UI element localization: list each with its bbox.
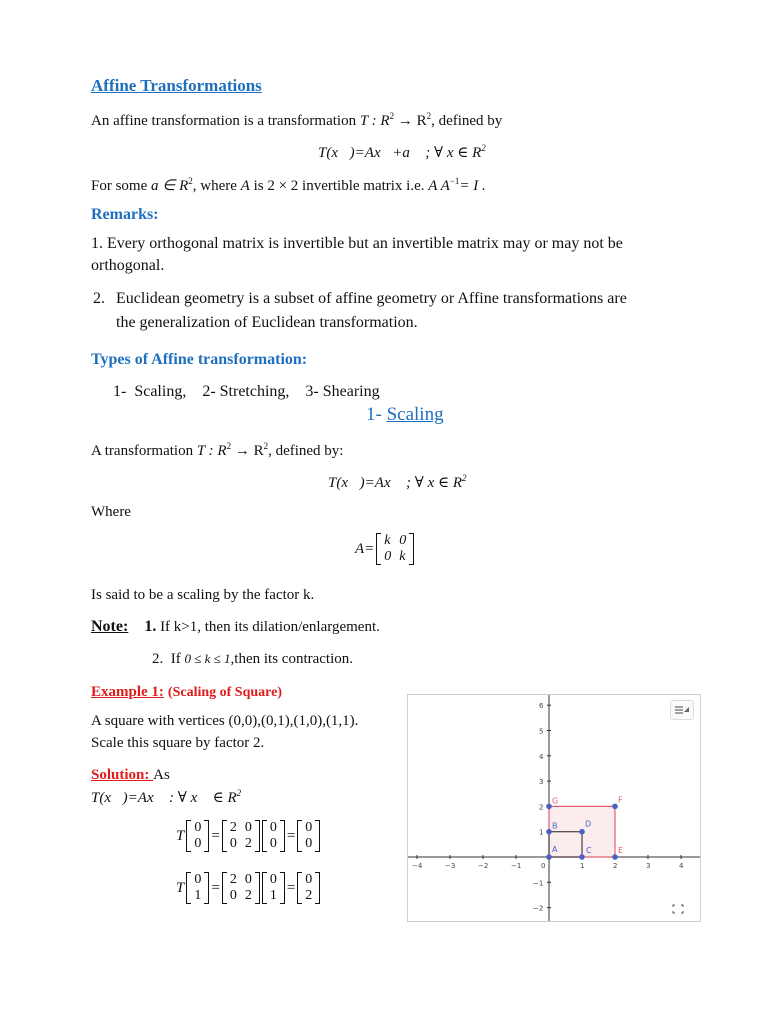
- cell: 0: [244, 872, 252, 887]
- matrix-label: A=: [355, 540, 375, 557]
- solution-formula-text: T(x⃗)=Ax⃗ : ∀ x⃗ ∈ R: [91, 790, 237, 806]
- cell: 0: [229, 836, 237, 851]
- where-label: Where: [91, 504, 131, 520]
- sup: 2: [462, 473, 467, 483]
- equals: =: [286, 827, 296, 844]
- example-label: Example 1:: [91, 684, 164, 700]
- intro-defined: , defined by: [431, 113, 503, 129]
- y-tick-label: 6: [539, 702, 544, 711]
- cell: k: [384, 533, 391, 548]
- intro-map: T : R: [359, 113, 390, 129]
- point-A: [546, 854, 552, 860]
- map: T : R: [196, 443, 227, 459]
- note-text: If k>1, then its dilation/enlargement.: [156, 619, 380, 635]
- sup: 2: [426, 111, 432, 121]
- cell: 0: [305, 820, 313, 835]
- point-label-E: E: [618, 846, 624, 855]
- arrow: → R: [231, 443, 264, 459]
- x-tick-label: 2: [613, 862, 618, 870]
- cell: 0: [269, 836, 277, 851]
- cell: 0: [194, 836, 202, 851]
- point-label-G: G: [552, 796, 559, 806]
- example-heading: [91, 683, 282, 701]
- point-label-C: C: [586, 846, 592, 855]
- solution-label: Solution:: [91, 767, 154, 783]
- scaling-matrix: [355, 533, 414, 565]
- vertices: (0,0),(0,1),(1,0),(1,1).: [228, 713, 359, 729]
- scaling-title: Scaling: [386, 404, 444, 425]
- sup: 2: [263, 441, 269, 451]
- text: , where: [192, 178, 241, 194]
- a-in-r: a ∈ R: [151, 178, 189, 194]
- solution-formula: [91, 788, 241, 807]
- sup: −1: [449, 176, 460, 186]
- text: , defined by:: [268, 443, 344, 459]
- text: invertible matrix i.e.: [298, 178, 429, 194]
- matrix: [376, 533, 414, 565]
- point-label-B: B: [552, 821, 558, 831]
- x-tick-label: 0: [541, 862, 546, 870]
- remark-2-number: 2.: [93, 290, 105, 307]
- vector: [297, 872, 320, 904]
- y-tick-label: 5: [539, 727, 544, 736]
- sup: 2: [226, 441, 232, 451]
- remark-2-cont: the generalization of Euclidean transformation.: [116, 314, 418, 331]
- page-title: Affine Transformations: [91, 76, 262, 95]
- x-tick-label: −2: [478, 862, 489, 870]
- example-sub: (Scaling of Square): [167, 685, 283, 700]
- cell: 0: [305, 836, 313, 851]
- remarks-heading: Remarks:: [91, 206, 159, 223]
- dimension: 2 × 2: [267, 178, 299, 194]
- t-symbol: T: [176, 879, 185, 896]
- x-tick-label: −3: [445, 862, 456, 870]
- condition: 0 ≤ k ≤ 1: [184, 651, 231, 666]
- style-bar-toggle-icon[interactable]: [670, 700, 694, 720]
- text: A transformation: [91, 443, 197, 459]
- cell: 2: [244, 836, 252, 851]
- intro-text: An affine transformation is a transformation: [91, 113, 357, 129]
- matrix-eq-2: [176, 872, 320, 904]
- cell: 2: [244, 888, 252, 903]
- cell: 1: [194, 888, 202, 903]
- affine-formula-text: T(x⃗)=Ax⃗+a⃗ ; ∀ x ∈ R: [318, 145, 482, 161]
- text: For some: [91, 178, 151, 194]
- point-F: [612, 804, 618, 810]
- x-tick-label: 4: [679, 862, 684, 870]
- point-E: [612, 854, 618, 860]
- sup: 2: [389, 111, 395, 121]
- point-G: [546, 804, 552, 810]
- example-vertices-line: [91, 713, 358, 730]
- equals: =: [211, 879, 220, 896]
- text: is: [249, 178, 268, 194]
- y-tick-label: 4: [539, 752, 544, 761]
- graph-panel[interactable]: [407, 694, 701, 922]
- y-tick-label: 3: [539, 778, 544, 787]
- matrix-symbol: A: [240, 178, 250, 194]
- sup: 2: [188, 176, 193, 186]
- text: A square with vertices: [91, 713, 229, 729]
- cell: 0: [229, 888, 237, 903]
- cell: 2: [305, 888, 313, 903]
- x-tick-label: −1: [511, 862, 522, 870]
- identity: = I .: [459, 178, 486, 194]
- point-D: [579, 829, 585, 835]
- cell: 0: [305, 872, 313, 887]
- matrix-eq-1: [176, 820, 320, 852]
- cell: 2: [229, 872, 237, 887]
- cell: 0: [399, 533, 407, 548]
- cell: k: [399, 549, 406, 564]
- bracket: [409, 533, 414, 565]
- matrix-cells: [381, 533, 409, 565]
- y-tick-label: 2: [539, 803, 544, 812]
- as: As: [153, 767, 170, 783]
- t-symbol: T: [176, 827, 185, 844]
- x-tick-label: 1: [580, 862, 585, 870]
- types-heading: Types of Affine transformation:: [91, 351, 308, 368]
- vector: [297, 820, 320, 852]
- note-label: Note:: [91, 618, 129, 635]
- vector: [186, 872, 209, 904]
- menu-icon: [674, 705, 690, 715]
- scaling-said: Is said to be a scaling by the factor k.: [91, 587, 315, 603]
- cell: 0: [194, 820, 202, 835]
- point-label-A: A: [552, 845, 558, 854]
- types-list: 1- Scaling, 2- Stretching, 3- Shearing: [113, 383, 380, 400]
- cell: 0: [194, 872, 202, 887]
- equals: =: [286, 879, 296, 896]
- cell: 0: [269, 872, 277, 887]
- for-some-line: [91, 176, 486, 195]
- cell: 0: [384, 549, 392, 564]
- note-line-2: [152, 651, 353, 668]
- text: If: [170, 651, 185, 667]
- remark-2: Euclidean geometry is a subset of affine geometry or Affine transformations are: [116, 290, 627, 307]
- cell: 1: [269, 888, 277, 903]
- scaling-def-line: [91, 441, 343, 460]
- remark-1-cont: orthogonal.: [91, 257, 165, 274]
- cell: 0: [244, 820, 252, 835]
- point-C: [579, 854, 585, 860]
- vector: [262, 872, 285, 904]
- equals: =: [211, 827, 220, 844]
- scaling-formula: [328, 473, 467, 492]
- remark-1: 1. Every orthogonal matrix is invertible but an invertible matrix may or may not be: [91, 235, 623, 252]
- intro-line: [91, 111, 502, 130]
- matrix: [222, 872, 260, 904]
- scaling-formula-text: T(x⃗)=Ax⃗ ; ∀ x ∈ R: [328, 475, 462, 491]
- sup: 2: [236, 788, 242, 798]
- point-B: [546, 829, 552, 835]
- example-scale-line: Scale this square by factor 2.: [91, 735, 265, 751]
- y-tick-label: −2: [533, 904, 544, 913]
- affine-formula: [318, 143, 486, 162]
- vector: [186, 820, 209, 852]
- inverse: A A: [428, 178, 450, 194]
- x-tick-label: −4: [412, 862, 423, 870]
- solution-line: [91, 767, 170, 784]
- point-label-D: D: [585, 819, 592, 829]
- text: ,then its contraction.: [230, 651, 354, 667]
- note-line-1: [91, 618, 380, 636]
- vector: [262, 820, 285, 852]
- sup: 2: [481, 143, 486, 153]
- point-label-F: F: [618, 795, 623, 805]
- y-tick-label: 1: [539, 828, 544, 837]
- note-num: 1.: [144, 618, 157, 635]
- cell: 0: [269, 820, 277, 835]
- coordinate-plane: [408, 695, 700, 921]
- note-num: 2.: [152, 651, 164, 667]
- fullscreen-icon[interactable]: [672, 901, 684, 911]
- intro-arrow: → R: [394, 113, 427, 129]
- matrix: [222, 820, 260, 852]
- scaling-prefix: 1-: [366, 404, 387, 425]
- x-tick-label: 3: [646, 862, 651, 870]
- cell: 2: [229, 820, 237, 835]
- scaling-heading: [366, 404, 444, 426]
- y-tick-label: −1: [533, 879, 544, 888]
